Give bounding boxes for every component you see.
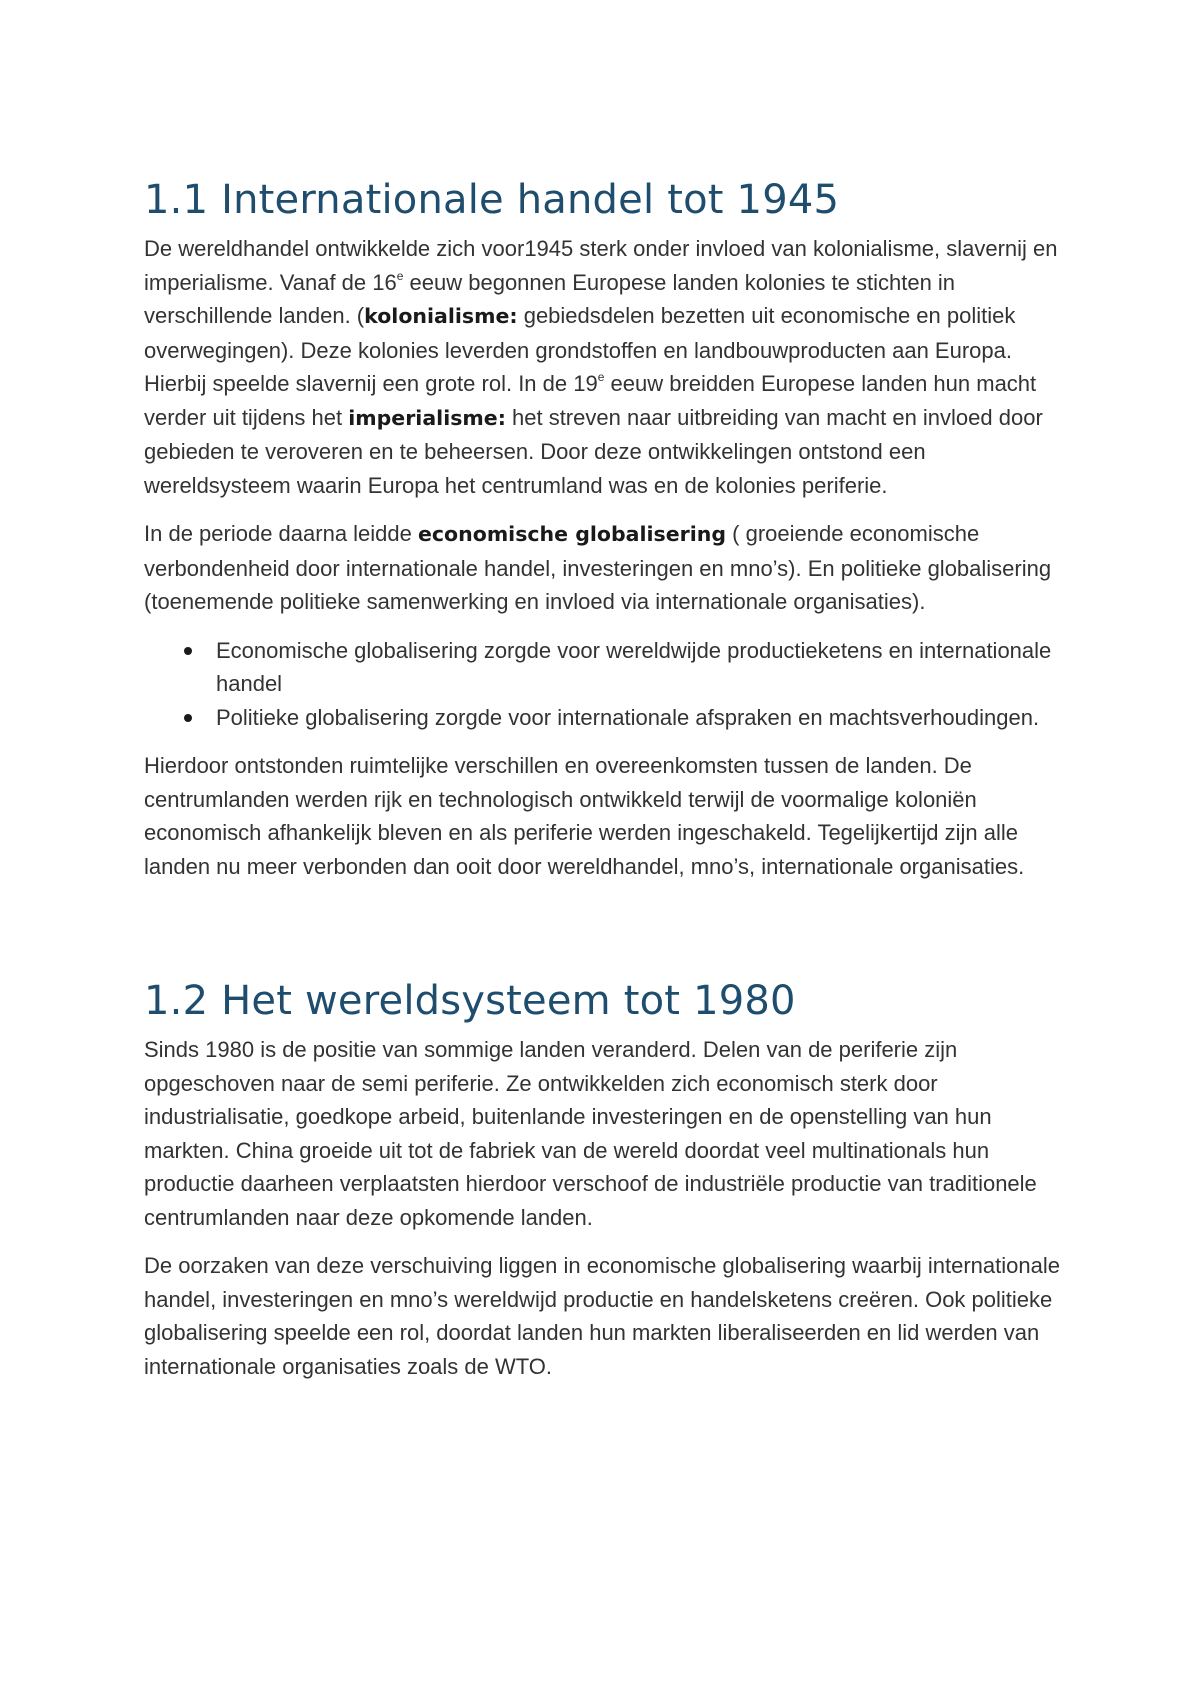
paragraph-text: In de periode daarna leidde <box>144 521 418 546</box>
term-economische-globalisering: economische globalisering <box>418 522 727 546</box>
paragraph-globalisering <box>144 517 1064 619</box>
ordinal-superscript: e <box>396 268 404 283</box>
paragraph-text: De wereldhandel ontwikkelde zich voor1945 sterk onder invloed van kolonialisme, slavernij en imperialisme. Vanaf de 16 <box>144 236 1058 295</box>
paragraph-text: gebiedsdelen bezetten uit economische en politiek overwegingen). Deze kolonies leverden grondstoffen en landbouwproducten aan Europa. Hierbij speelde slavernij een grote rol. In de 19 <box>144 303 1016 396</box>
bullet-list <box>144 634 1064 735</box>
document-page <box>144 170 1064 1398</box>
bullet-icon <box>184 647 192 655</box>
paragraph-text: het streven naar uitbreiding van macht en invloed door gebieden te veroveren en te beheersen. Door deze ontwikkelingen ontstond een wereldsysteem waarin Europa het centrumland was en de kolonies periferie. <box>144 404 1043 498</box>
paragraph-kolonialisme <box>144 232 1064 502</box>
paragraph-oorzaken: De oorzaken van deze verschuiving liggen in economische globalisering waarbij internationale handel, investeringen en mno’s wereldwijd productie en handelsketens creëren. Ook politieke globalisering speelde een rol, doordat landen hun markten liberaliseerden en lid werden van internationale organisaties zoals de WTO. <box>144 1253 1060 1379</box>
term-kolonialisme: kolonialisme: <box>364 304 518 328</box>
bullet-icon <box>184 714 192 722</box>
paragraph-text: ( groeiende economische verbondenheid door internationale handel, investeringen en mno’s). En politieke globalisering (toenemende politieke samenwerking en invloed via internationale organisaties). <box>144 521 1052 614</box>
section-heading-1-2: 1.2 Het wereldsysteem tot 1980 <box>144 978 796 1024</box>
term-imperialisme: imperialisme: <box>348 405 506 430</box>
list-item <box>144 634 1064 701</box>
paragraph-positie-landen: Sinds 1980 is de positie van sommige landen veranderd. Delen van de periferie zijn opgeschoven naar de semi periferie. Ze ontwikkelden zich economisch sterk door industrialisatie, goedkope arbeid, buitenlande investeringen en de openstelling van hun markten. China groeide uit tot de fabriek van de wereld doordat veel multinationals hun productie daarheen verplaatsten hierdoor verschoof de industriële productie van traditionele centrumlanden naar deze opkomende landen. <box>144 1037 1037 1230</box>
paragraph-text: eeuw begonnen Europese landen kolonies te stichten in verschillende landen. ( <box>144 269 956 328</box>
paragraph-ruimtelijke-verschillen: Hierdoor ontstonden ruimtelijke verschillen en overeenkomsten tussen de landen. De centrumlanden werden rijk en technologisch ontwikkeld terwijl de voormalige koloniën economisch afhankelijk bleven en als periferie werden ingeschakeld. Tegelijkertijd zijn alle landen nu meer verbonden dan ooit door wereldhandel, mno’s, internationale organisaties. <box>144 753 1025 879</box>
list-item <box>144 701 1064 735</box>
paragraph-text: eeuw breidden Europese landen hun macht verder uit tijdens het <box>144 371 1037 430</box>
list-item-text: Politieke globalisering zorgde voor internationale afspraken en machtsverhoudingen. <box>216 704 1040 730</box>
list-item-text: Economische globalisering zorgde voor wereldwijde productieketens en internationale handel <box>216 637 1052 696</box>
ordinal-superscript: e <box>597 370 605 384</box>
section-heading-1-1: 1.1 Internationale handel tot 1945 <box>144 177 840 223</box>
